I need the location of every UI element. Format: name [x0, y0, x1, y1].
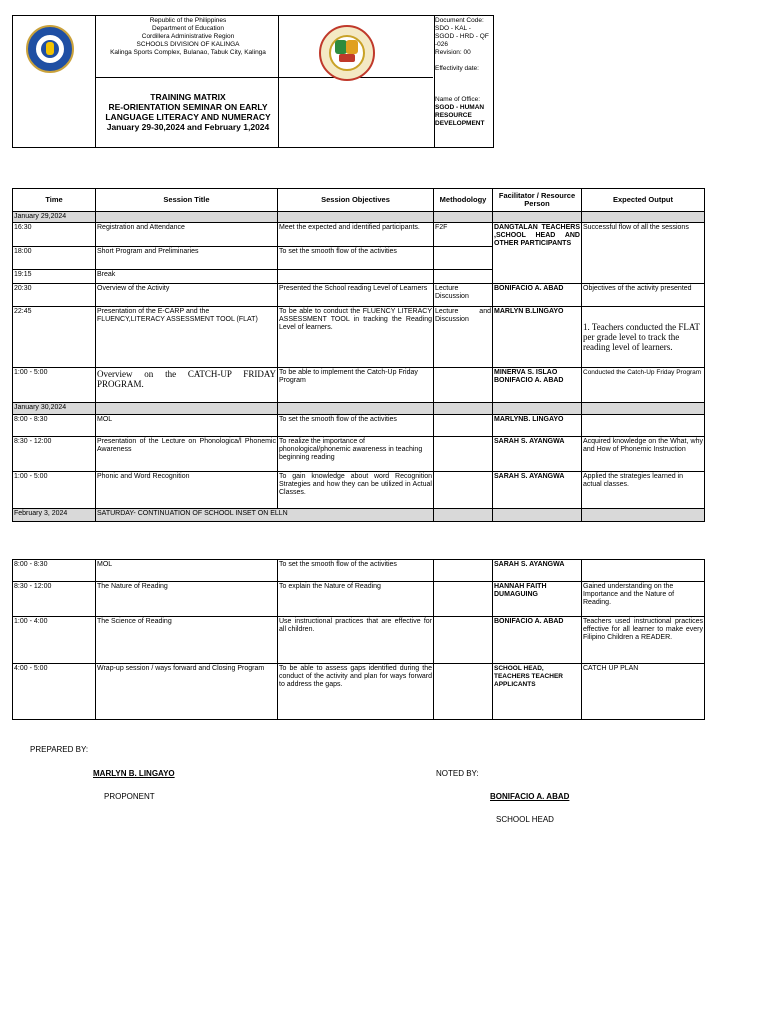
cell-output — [582, 415, 705, 437]
cell-title: MOL — [96, 560, 278, 582]
table-row — [13, 437, 705, 472]
agency-line: SCHOOLS DIVISION OF KALINGA — [136, 41, 240, 48]
cell-output — [582, 560, 705, 582]
cell-facilitator: SARAH S. AYANGWA — [493, 437, 582, 472]
cell-method — [434, 560, 493, 582]
cell-facilitator: SARAH S. AYANGWA — [493, 560, 582, 582]
title-line: January 29-30,2024 and February 1,2024 — [106, 122, 270, 132]
agency-line: Cordillera Administrative Region — [141, 33, 235, 40]
cell-method — [434, 437, 493, 472]
cell-time: 8:30 - 12:00 — [13, 437, 96, 472]
cell-title: Short Program and Preliminaries — [96, 247, 278, 270]
cell-title: The Science of Reading — [96, 617, 278, 664]
cell-objective: To be able to implement the Catch-Up Friday Program — [278, 368, 434, 403]
title-line: LANGUAGE LITERACY AND NUMERACY — [105, 112, 271, 122]
doc-code-line: Effectivity date: — [435, 65, 479, 72]
cell-time: 1:00 - 5:00 — [13, 368, 96, 403]
cell-time: 8:30 - 12:00 — [13, 582, 96, 617]
preparer-name: MARLYN B. LINGAYO — [93, 769, 175, 778]
table-row — [13, 223, 705, 247]
cell-output: 1. Teachers conducted the FLAT per grade level to track the reading level of learners. — [582, 307, 705, 368]
cell-time: 18:00 — [13, 247, 96, 270]
table-row — [13, 284, 705, 307]
deped-seal-logo — [26, 25, 74, 73]
cell-time: 19:15 — [13, 270, 96, 284]
date-label: January 30,2024 — [13, 403, 96, 415]
table-row — [13, 307, 705, 368]
cell-output: Applied the strategies learned in actual classes. — [582, 472, 705, 509]
cell-title: Presentation of the Lecture on Phonologica/l Phonemic Awareness — [96, 437, 278, 472]
column-header-expected-output: Expected Output — [582, 189, 705, 212]
column-header-methodology: Methodology — [434, 189, 493, 212]
cell-objective: To realize the importance of phonological/phonemic awareness in teaching beginning reading — [278, 437, 434, 472]
training-schedule-table — [12, 188, 705, 522]
cell-method — [434, 368, 493, 403]
office-line: DEVELOPMENT — [435, 120, 485, 127]
cell-title: Phonic and Word Recognition — [96, 472, 278, 509]
date-row — [13, 509, 705, 522]
cell-method — [434, 247, 493, 270]
table-row — [13, 664, 705, 720]
cell-time: 8:00 - 8:30 — [13, 560, 96, 582]
table-row — [13, 617, 705, 664]
cell-facilitator: MARLYN B.LINGAYO — [493, 307, 582, 368]
cell-facilitator: MINERVA S. ISLAO BONIFACIO A. ABAD — [493, 368, 582, 403]
cell-objective: Meet the expected and identified participants. — [278, 223, 434, 247]
cell-objective: To gain knowledge about word Recognition Strategies and how they can be utilized in Actual Classes. — [278, 472, 434, 509]
cell-title: Break — [96, 270, 278, 284]
cell-facilitator: MARLYNB. LINGAYO — [493, 415, 582, 437]
cell-title: Wrap-up session / ways forward and Closing Program — [96, 664, 278, 720]
cell-method: Lecture Discussion — [434, 284, 493, 307]
cell-title: The Nature of Reading — [96, 582, 278, 617]
doc-code-line: SDO - KAL - — [435, 25, 471, 32]
title-line: RE-ORIENTATION SEMINAR ON EARLY — [108, 102, 268, 112]
date-row — [13, 403, 705, 415]
training-matrix-title — [97, 92, 279, 132]
doc-code-line: Revision: 00 — [435, 49, 471, 56]
cell-method — [434, 582, 493, 617]
cell-method — [434, 472, 493, 509]
table-row — [13, 560, 705, 582]
cell-method — [434, 664, 493, 720]
cell-time: 8:00 - 8:30 — [13, 415, 96, 437]
table-row — [13, 368, 705, 403]
office-line: SGOD - HUMAN — [435, 104, 485, 111]
cell-facilitator: SCHOOL HEAD, TEACHERS TEACHER APPLICANTS — [493, 664, 582, 720]
title-line: TRAINING MATRIX — [150, 92, 226, 102]
date-label: February 3, 2024 — [13, 509, 96, 522]
noter-role: SCHOOL HEAD — [496, 815, 554, 824]
cell-method: Lecture and Discussion — [434, 307, 493, 368]
agency-line: Kalinga Sports Complex, Bulanao, Tabuk City, Kalinga — [110, 49, 266, 56]
cell-objective: Use instructional practices that are effective for all children. — [278, 617, 434, 664]
document-header — [12, 15, 494, 148]
cell-output: Acquired knowledge on the What, why and How of Phonemic Instruction — [582, 437, 705, 472]
date-note: SATURDAY- CONTINUATION OF SCHOOL INSET ON ELLN — [96, 509, 434, 522]
cell-facilitator: HANNAH FAITH DUMAGUING — [493, 582, 582, 617]
office-line: Name of Office: — [435, 96, 481, 103]
cell-facilitator: DANGTALAN TEACHERS ,SCHOOL HEAD AND OTHER PARTICIPANTS — [493, 223, 582, 284]
cell-method — [434, 415, 493, 437]
agency-line: Republic of the Philippines — [149, 17, 227, 24]
cell-title: Overview of the Activity — [96, 284, 278, 307]
cell-title: Overview on the CATCH-UP FRIDAY PROGRAM. — [96, 368, 278, 403]
table-row — [13, 582, 705, 617]
training-schedule-table-continued — [12, 559, 705, 720]
preparer-role: PROPONENT — [104, 792, 155, 801]
noter-name: BONIFACIO A. ABAD — [490, 792, 570, 801]
cell-method: F2F — [434, 223, 493, 247]
cell-time: 16:30 — [13, 223, 96, 247]
date-row — [13, 212, 705, 223]
date-label: January 29,2024 — [13, 212, 96, 223]
cell-output: Conducted the Catch-Up Friday Program — [582, 368, 705, 403]
cell-objective: To set the smooth flow of the activities — [278, 560, 434, 582]
cell-output: Teachers used instructional practices effective for all learner to make every Filipino Children a READER. — [582, 617, 705, 664]
cell-time: 20:30 — [13, 284, 96, 307]
cell-objective: To be able to conduct the FLUENCY LITERACY ASSESSMENT TOOL in tracking the Reading Level of learners. — [278, 307, 434, 368]
cell-method — [434, 270, 493, 284]
office-line: RESOURCE — [435, 112, 472, 119]
table-row — [13, 415, 705, 437]
cell-objective: Presented the School reading Level of Learners — [278, 284, 434, 307]
cell-method — [434, 617, 493, 664]
cell-time: 1:00 - 4:00 — [13, 617, 96, 664]
agency-line: Department of Education — [152, 25, 224, 32]
cell-time: 4:00 - 5:00 — [13, 664, 96, 720]
cell-objective: To explain the Nature of Reading — [278, 582, 434, 617]
column-header-session-objectives: Session Objectives — [278, 189, 434, 212]
cell-objective: To be able to assess gaps identified during the conduct of the activity and plan for ways forward to address the gaps. — [278, 664, 434, 720]
cell-objective — [278, 270, 434, 284]
cell-title: MOL — [96, 415, 278, 437]
cell-output: Objectives of the activity presented — [582, 284, 705, 307]
table-header-row — [13, 189, 705, 212]
table-row — [13, 472, 705, 509]
noted-by-label: NOTED BY: — [436, 769, 479, 778]
cell-title: Presentation of the E-CARP and the FLUENCY,LITERACY ASSESSMENT TOOL (FLAT) — [96, 307, 278, 368]
column-header-time: Time — [13, 189, 96, 212]
doc-code-line: SGOD - HRD - QF — [435, 33, 489, 40]
cell-output: Successful flow of all the sessions — [582, 223, 705, 284]
doc-code-line: Document Code: — [435, 17, 484, 24]
cell-time: 22:45 — [13, 307, 96, 368]
cell-facilitator: SARAH S. AYANGWA — [493, 472, 582, 509]
sdo-kalinga-seal-logo — [319, 25, 375, 81]
doc-code-line: -026 — [435, 41, 449, 48]
prepared-by-label: PREPARED BY: — [30, 745, 89, 754]
cell-output: Gained understanding on the Importance and the Nature of Reading. — [582, 582, 705, 617]
column-header-facilitator: Facilitator / Resource Person — [493, 189, 582, 212]
column-header-session-title: Session Title — [96, 189, 278, 212]
cell-output: CATCH UP PLAN — [582, 664, 705, 720]
office-block — [435, 96, 495, 128]
cell-objective: To set the smooth flow of the activities — [278, 415, 434, 437]
document-code-block — [435, 17, 495, 73]
agency-block — [97, 17, 279, 57]
cell-time: 1:00 - 5:00 — [13, 472, 96, 509]
cell-objective: To set the smooth flow of the activities — [278, 247, 434, 270]
cell-facilitator: BONIFACIO A. ABAD — [493, 284, 582, 307]
cell-title: Registration and Attendance — [96, 223, 278, 247]
cell-facilitator: BONIFACIO A. ABAD — [493, 617, 582, 664]
